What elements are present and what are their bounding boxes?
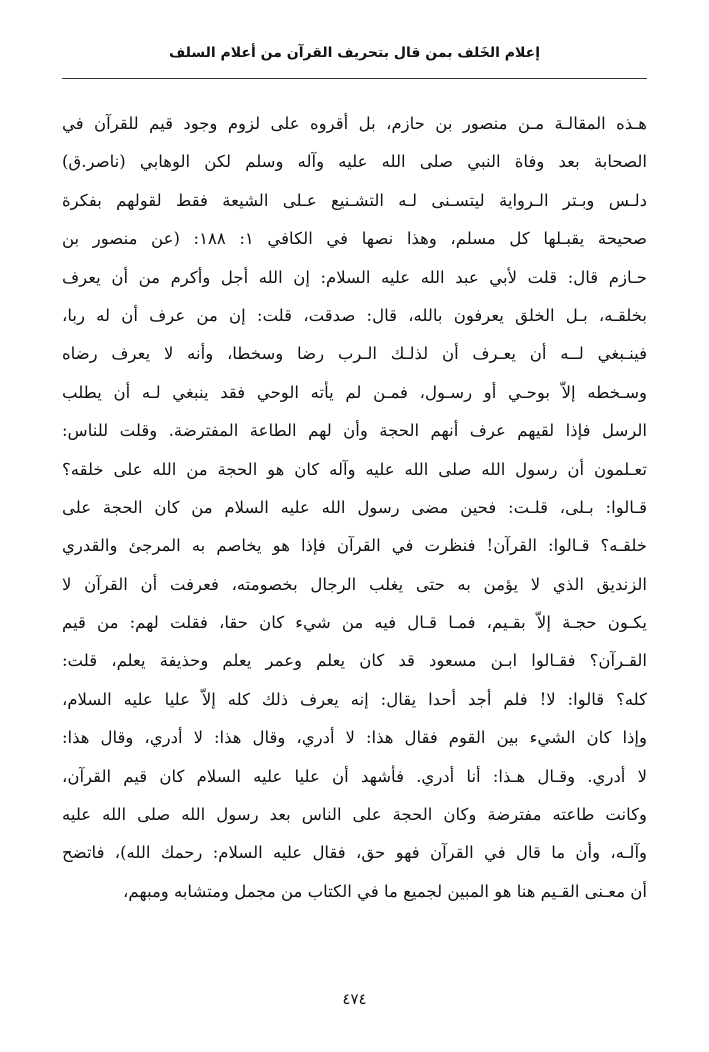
text-line: يكـون حجـة إلاّ بقـيم، فمـا قـال فيه من شيء كان حقا، فقلت لهم: من قيم <box>62 613 647 633</box>
body-text <box>62 105 647 911</box>
text-line: وكانت طاعته مفترضة وكان الحجة على الناس بعد رسول الله صلى الله عليه <box>62 805 647 825</box>
page-number: ٤٧٤ <box>342 990 367 1008</box>
text-line: الصحابة بعد وفاة النبي صلى الله عليه وآله وسلم لكن الوهابي (ناصر.ق) <box>62 152 647 172</box>
header-rule <box>62 78 647 79</box>
text-line: القـرآن؟ فقـالوا ابـن مسعود قد كان يعلم وعمر يعلم وحذيفة يعلم، قلت: <box>62 651 647 671</box>
running-header: إعلام الخَلف بمن قال بتحريف القرآن من أعلام السلف <box>168 45 541 61</box>
text-line: حـازم قال: قلت لأبي عبد الله عليه السلام: إن الله أجل وأكرم من أن يعرف <box>62 267 647 287</box>
text-line: وإذا كان الشيء بين القوم فقال هذا: لا أدري، وقال هذا: لا أدري، وقال هذا: <box>62 728 647 748</box>
text-line: هـذه المقالـة مـن منصور بن حازم، بل أقروه على لزوم وجود قيم للقرآن في <box>62 114 647 133</box>
text-line: تعـلمون أن رسول الله صلى الله عليه وآله كان هو الحجة من الله على خلقه؟ <box>62 459 647 479</box>
text-line: الرسل فإذا لقيهم عرف أنهم الحجة وأن لهم الطاعة المفترضة. وقلت للناس: <box>62 421 647 441</box>
text-line: لا أدري. وقـال هـذا: أنا أدري. فأشهد أن عليا عليه السلام كان قيم القرآن، <box>62 766 647 786</box>
text-line: وآلـه، وأن ما قال في القرآن فهو حق، فقال عليه السلام: رحمك الله)، فاتضح <box>62 843 647 863</box>
text-line: أن معـنى القـيم هنا هو المبين لجميع ما في الكتاب من مجمل ومتشابه ومبهم، <box>123 881 647 901</box>
text-line: صحيحة يقبـلها كل مسلم، وهذا نصها في الكافي ١: ١٨٨: (عن منصور بن <box>62 229 647 249</box>
text-line: خلقـه؟ قـالوا: القرآن! فنظرت في القرآن فإذا هو يخاصم به المرجئ والقدري <box>62 536 647 556</box>
text-line: كله؟ قالوا: لا! فلم أجد أحدا يقال: إنه يعرف ذلك كله إلاّ عليا عليه السلام، <box>62 689 647 709</box>
text-line: بخلقـه، بـل الخلق يعرفون بالله، قال: صدقت، قلت: إن من عرف أن له ربا، <box>62 305 647 325</box>
text-line: دلـس وبـتر الـرواية ليتسـنى لـه التشـنيع عـلى الشيعة فقط لقولهم بفكرة <box>62 190 647 210</box>
text-line: فينـبغي لــه أن يعـرف أن لذلـك الـرب رضا وسخطا، وأنه لا يعرف رضاه <box>62 344 647 364</box>
text-line: الزنديق الذي لا يؤمن به حتى يغلب الرجال بخصومته، فعرفت أن القرآن لا <box>62 574 647 594</box>
text-line: وسـخطه إلاّ بوحـي أو رسـول، فمـن لم يأته الوحي فقد ينبغي لـه أن يطلب <box>62 382 647 402</box>
text-line: قـالوا: بـلى، قلـت: فحين مضى رسول الله عليه السلام من كان الحجة على <box>62 497 647 517</box>
